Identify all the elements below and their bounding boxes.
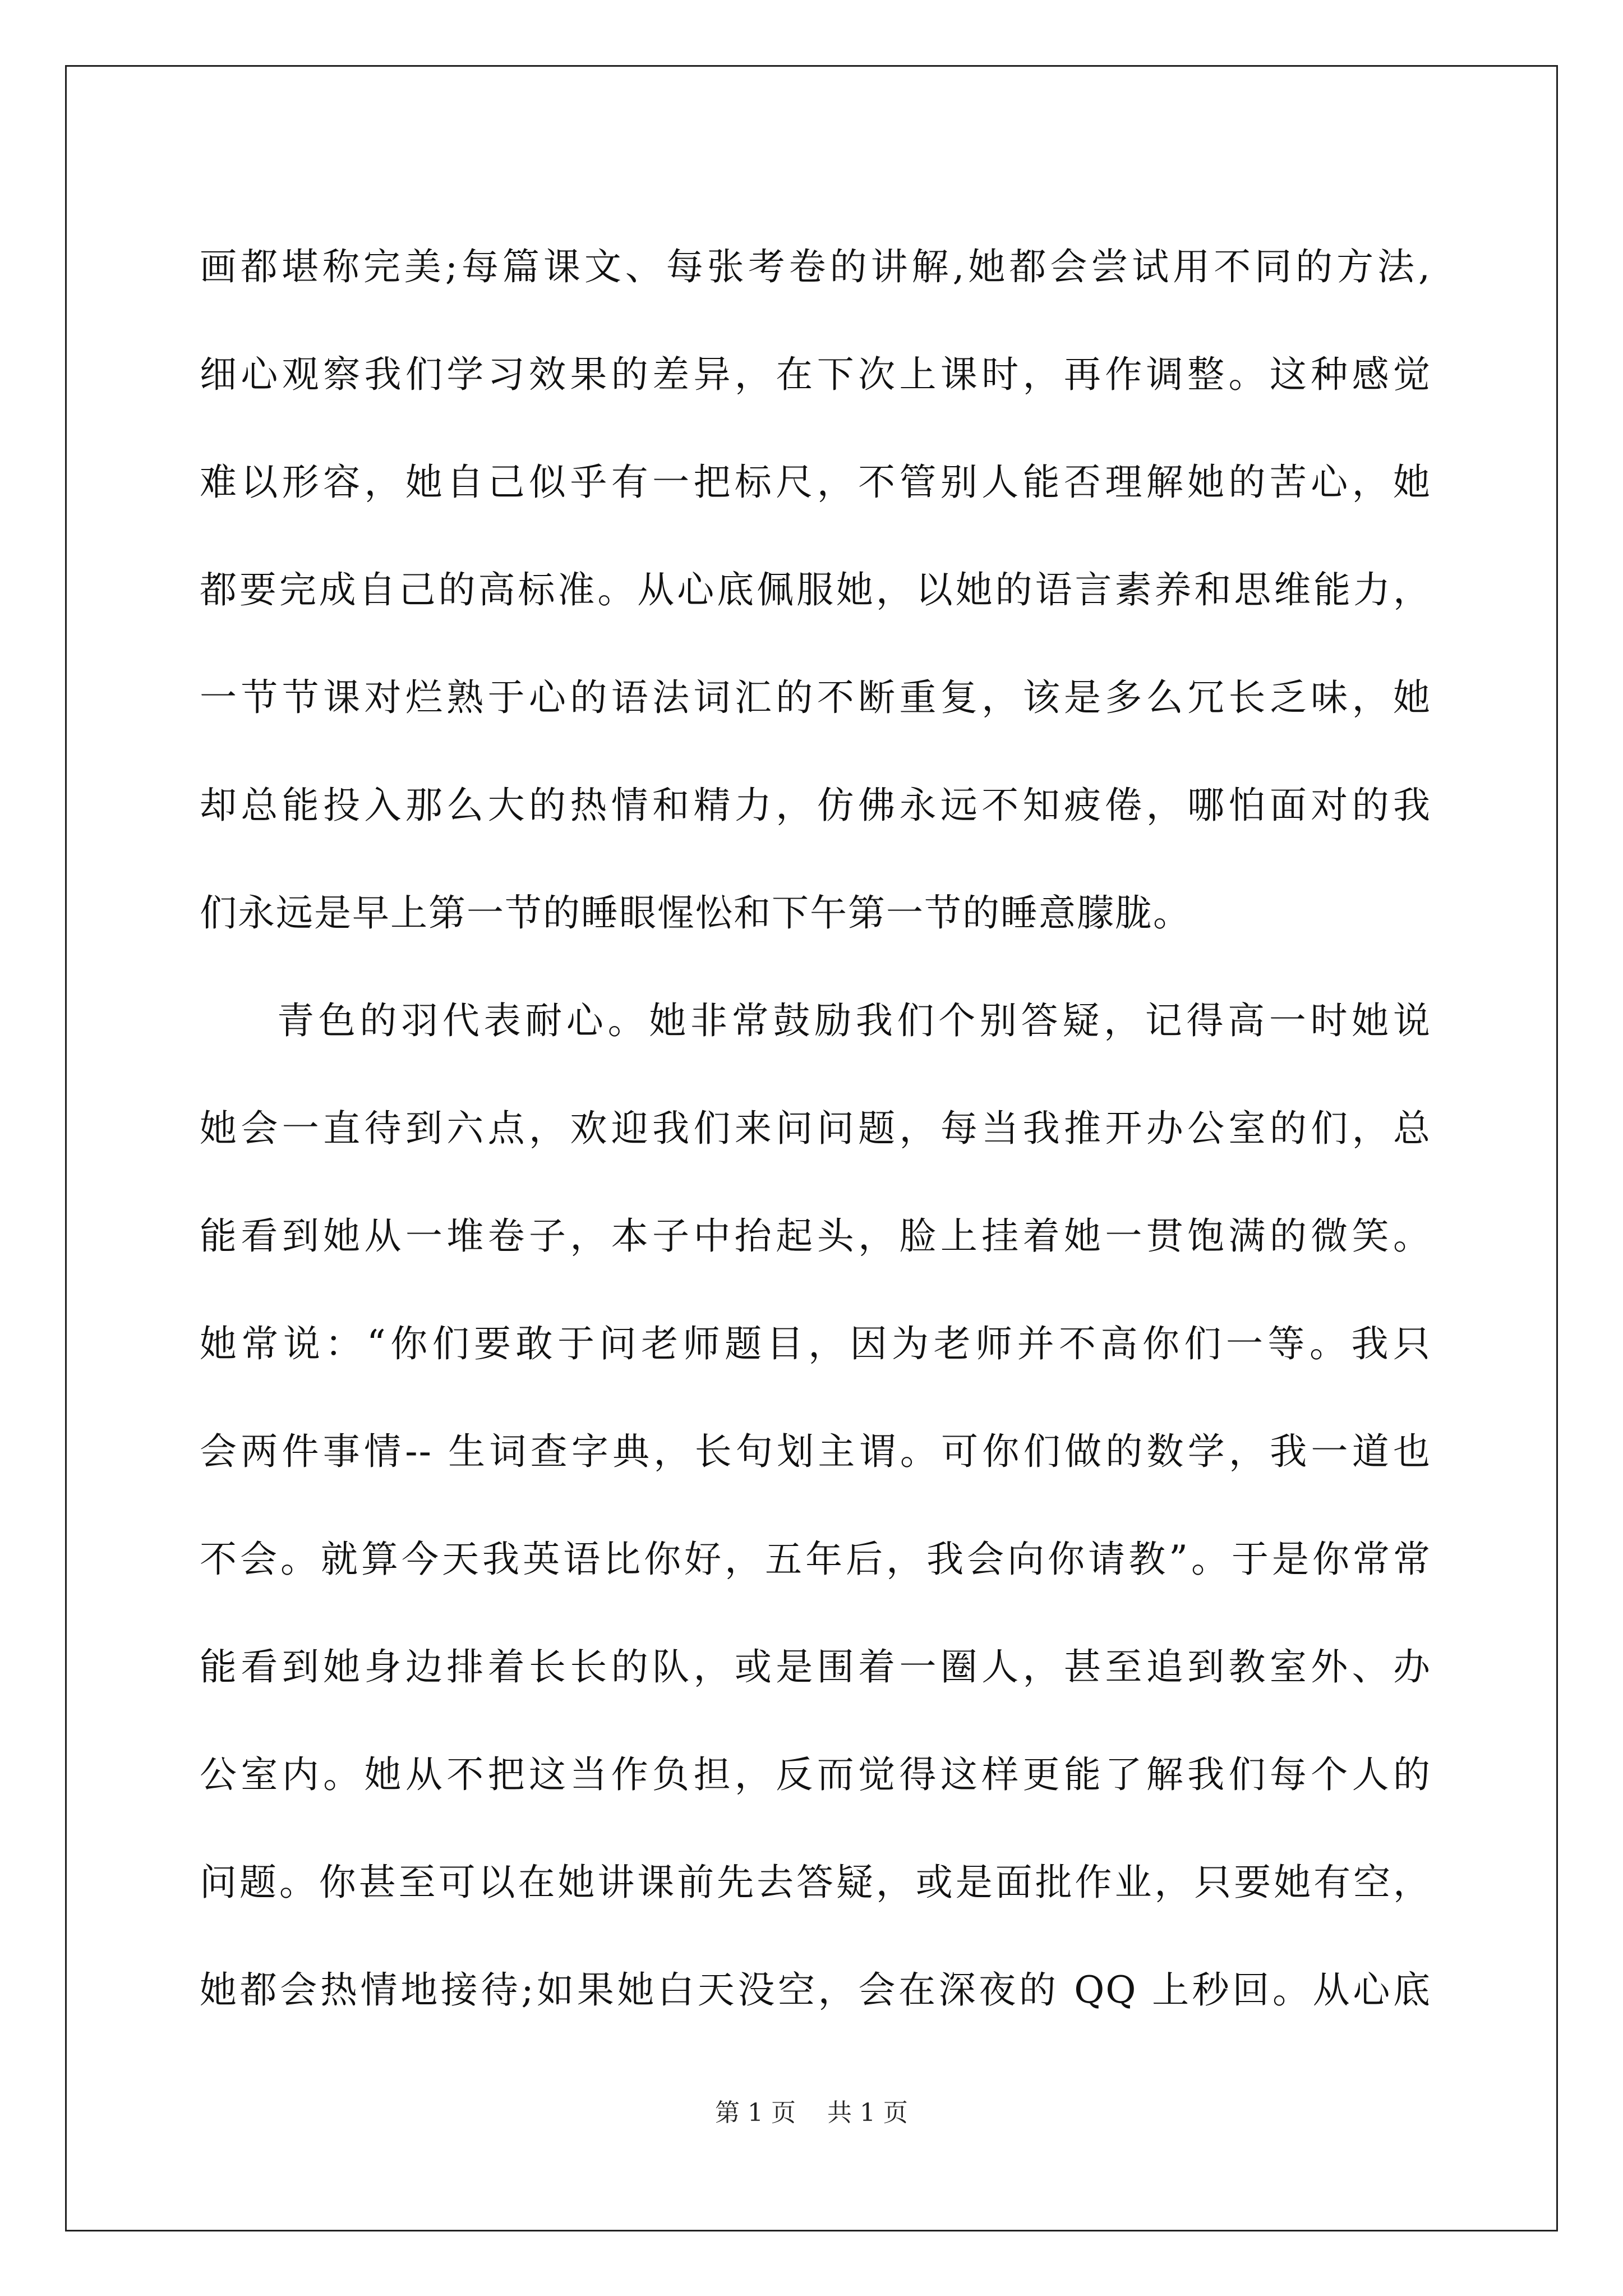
text-line: 她都会热情地接待;如果她白天没空，会在深夜的 QQ 上秒回。从心底 [200, 1968, 1431, 2012]
text-line: 公室内。她从不把这当作负担，反而觉得这样更能了解我们每个人的 [200, 1753, 1431, 1796]
paragraph-first-line: 青色的羽代表耐心。她非常鼓励我们个别答疑，记得高一时她说 [277, 999, 1431, 1042]
text-line: 问题。你甚至可以在她讲课前先去答疑，或是面批作业，只要她有空， [200, 1861, 1431, 1904]
text-line: 却总能投入那么大的热情和精力，仿佛永远不知疲倦，哪怕面对的我 [200, 784, 1431, 827]
text-line: 能看到她身边排着长长的队，或是围着一圈人，甚至追到教室外、办 [200, 1645, 1431, 1688]
text-line: 细心观察我们学习效果的差异，在下次上课时，再作调整。这种感觉 [200, 353, 1431, 396]
text-line: 能看到她从一堆卷子，本子中抬起头，脸上挂着她一贯饱满的微笑。 [200, 1214, 1431, 1258]
text-line: 不会。就算今天我英语比你好，五年后，我会向你请教”。于是你常常 [200, 1538, 1431, 1581]
text-line: 一节节课对烂熟于心的语法词汇的不断重复，该是多么冗长乏味，她 [200, 676, 1431, 719]
text-line: 她会一直待到六点，欢迎我们来问问题，每当我推开办公室的们，总 [200, 1107, 1431, 1150]
text-line: 她常说：“你们要敢于问老师题目，因为老师并不高你们一等。我只 [200, 1322, 1431, 1365]
text-line: 都要完成自己的高标准。从心底佩服她，以她的语言素养和思维能力， [200, 568, 1431, 611]
text-line: 们永远是早上第一节的睡眼惺忪和下午第一节的睡意朦胧。 [200, 891, 1191, 935]
text-line: 会两件事情-- 生词查字典，长句划主谓。可你们做的数学，我一道也 [200, 1430, 1431, 1473]
page-number-footer: 第 1 页 共 1 页 [715, 2099, 908, 2127]
text-line: 画都堪称完美;每篇课文、每张考卷的讲解,她都会尝试用不同的方法, [200, 245, 1431, 288]
document-body [200, 213, 1431, 2044]
text-line: 难以形容，她自己似乎有一把标尺，不管别人能否理解她的苦心，她 [200, 461, 1431, 504]
